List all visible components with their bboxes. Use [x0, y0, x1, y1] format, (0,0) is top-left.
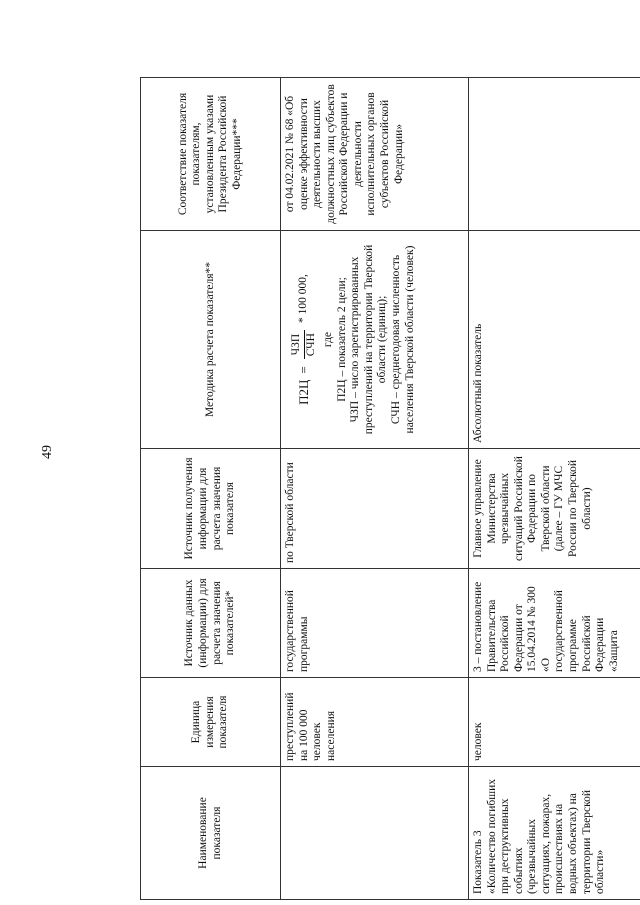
row2-info-source: Главное управление Министерства чрезвычайных ситуаций Российской Федерации по Тверской области (далее – ГУ МЧС России по Тверской области) [469, 449, 640, 569]
row2-name: Показатель 3 «Количество погибших при деструктивных событиях (чрезвычайных ситуациях, пожарах, происшествиях на водных объектах) на территории Тверской области» [469, 767, 640, 900]
formula-fraction [290, 329, 318, 360]
indicator-table-wrapper [140, 78, 640, 900]
formula-lhs: П2Ц [296, 379, 312, 405]
row1-method [281, 231, 469, 449]
header-info-source: Источник получения информации для расчета значения показателя [141, 449, 281, 569]
header-method: Методика расчета показателя** [141, 231, 281, 449]
formula [290, 274, 318, 405]
row1-data-source: государственной программы [281, 569, 469, 678]
table-row [469, 78, 640, 900]
header-name: Наименование показателя [141, 767, 281, 900]
row1-info-source: по Тверской области [281, 449, 469, 569]
row2-compliance [469, 78, 640, 231]
row1-compliance: от 04.02.2021 № 68 «Об оценке эффективности деятельности высших должностных лиц субъектов Российской Федерации и деятельности исполнительных органов субъектов Российской Федерации» [281, 78, 469, 231]
formula-definition-2: ЧЗП – число зарегистрированных преступлений на территории Тверской области (единиц); [349, 244, 389, 435]
formula-equals: = [296, 366, 312, 374]
row1-name [281, 767, 469, 900]
formula-multiplier: * 100 000, [297, 274, 310, 324]
row2-method: Абсолютный показатель [469, 231, 640, 449]
formula-definition-3: СЧН – среднегодовая численность населения Тверской области (человек) [389, 245, 416, 434]
formula-where: где [322, 331, 335, 348]
header-unit: Единица измерения показателя [141, 678, 281, 767]
formula-denominator: СЧН [304, 333, 317, 357]
row1-unit: преступлений на 100 000 человек населения [281, 678, 469, 767]
row2-data-source: 3 – постановление Правительства Российской Федерации от 15.04.2014 № 300 «О государственной программе Российской Федерации «Защита [469, 569, 640, 678]
indicator-table [140, 77, 640, 900]
formula-definition-1: П2Ц – показатель 2 цели; [335, 277, 348, 402]
formula-numerator: ЧЗП [290, 330, 305, 360]
row2-unit: человек [469, 678, 640, 767]
page-number: 49 [40, 445, 55, 459]
table-row [281, 78, 469, 900]
header-compliance: Соответствие показателя показателям, установленным указами Президента Российской Федерации*** [141, 78, 281, 231]
table-header-row [141, 78, 281, 900]
header-data-source: Источник данных (информации) для расчета значения показателей* [141, 569, 281, 678]
